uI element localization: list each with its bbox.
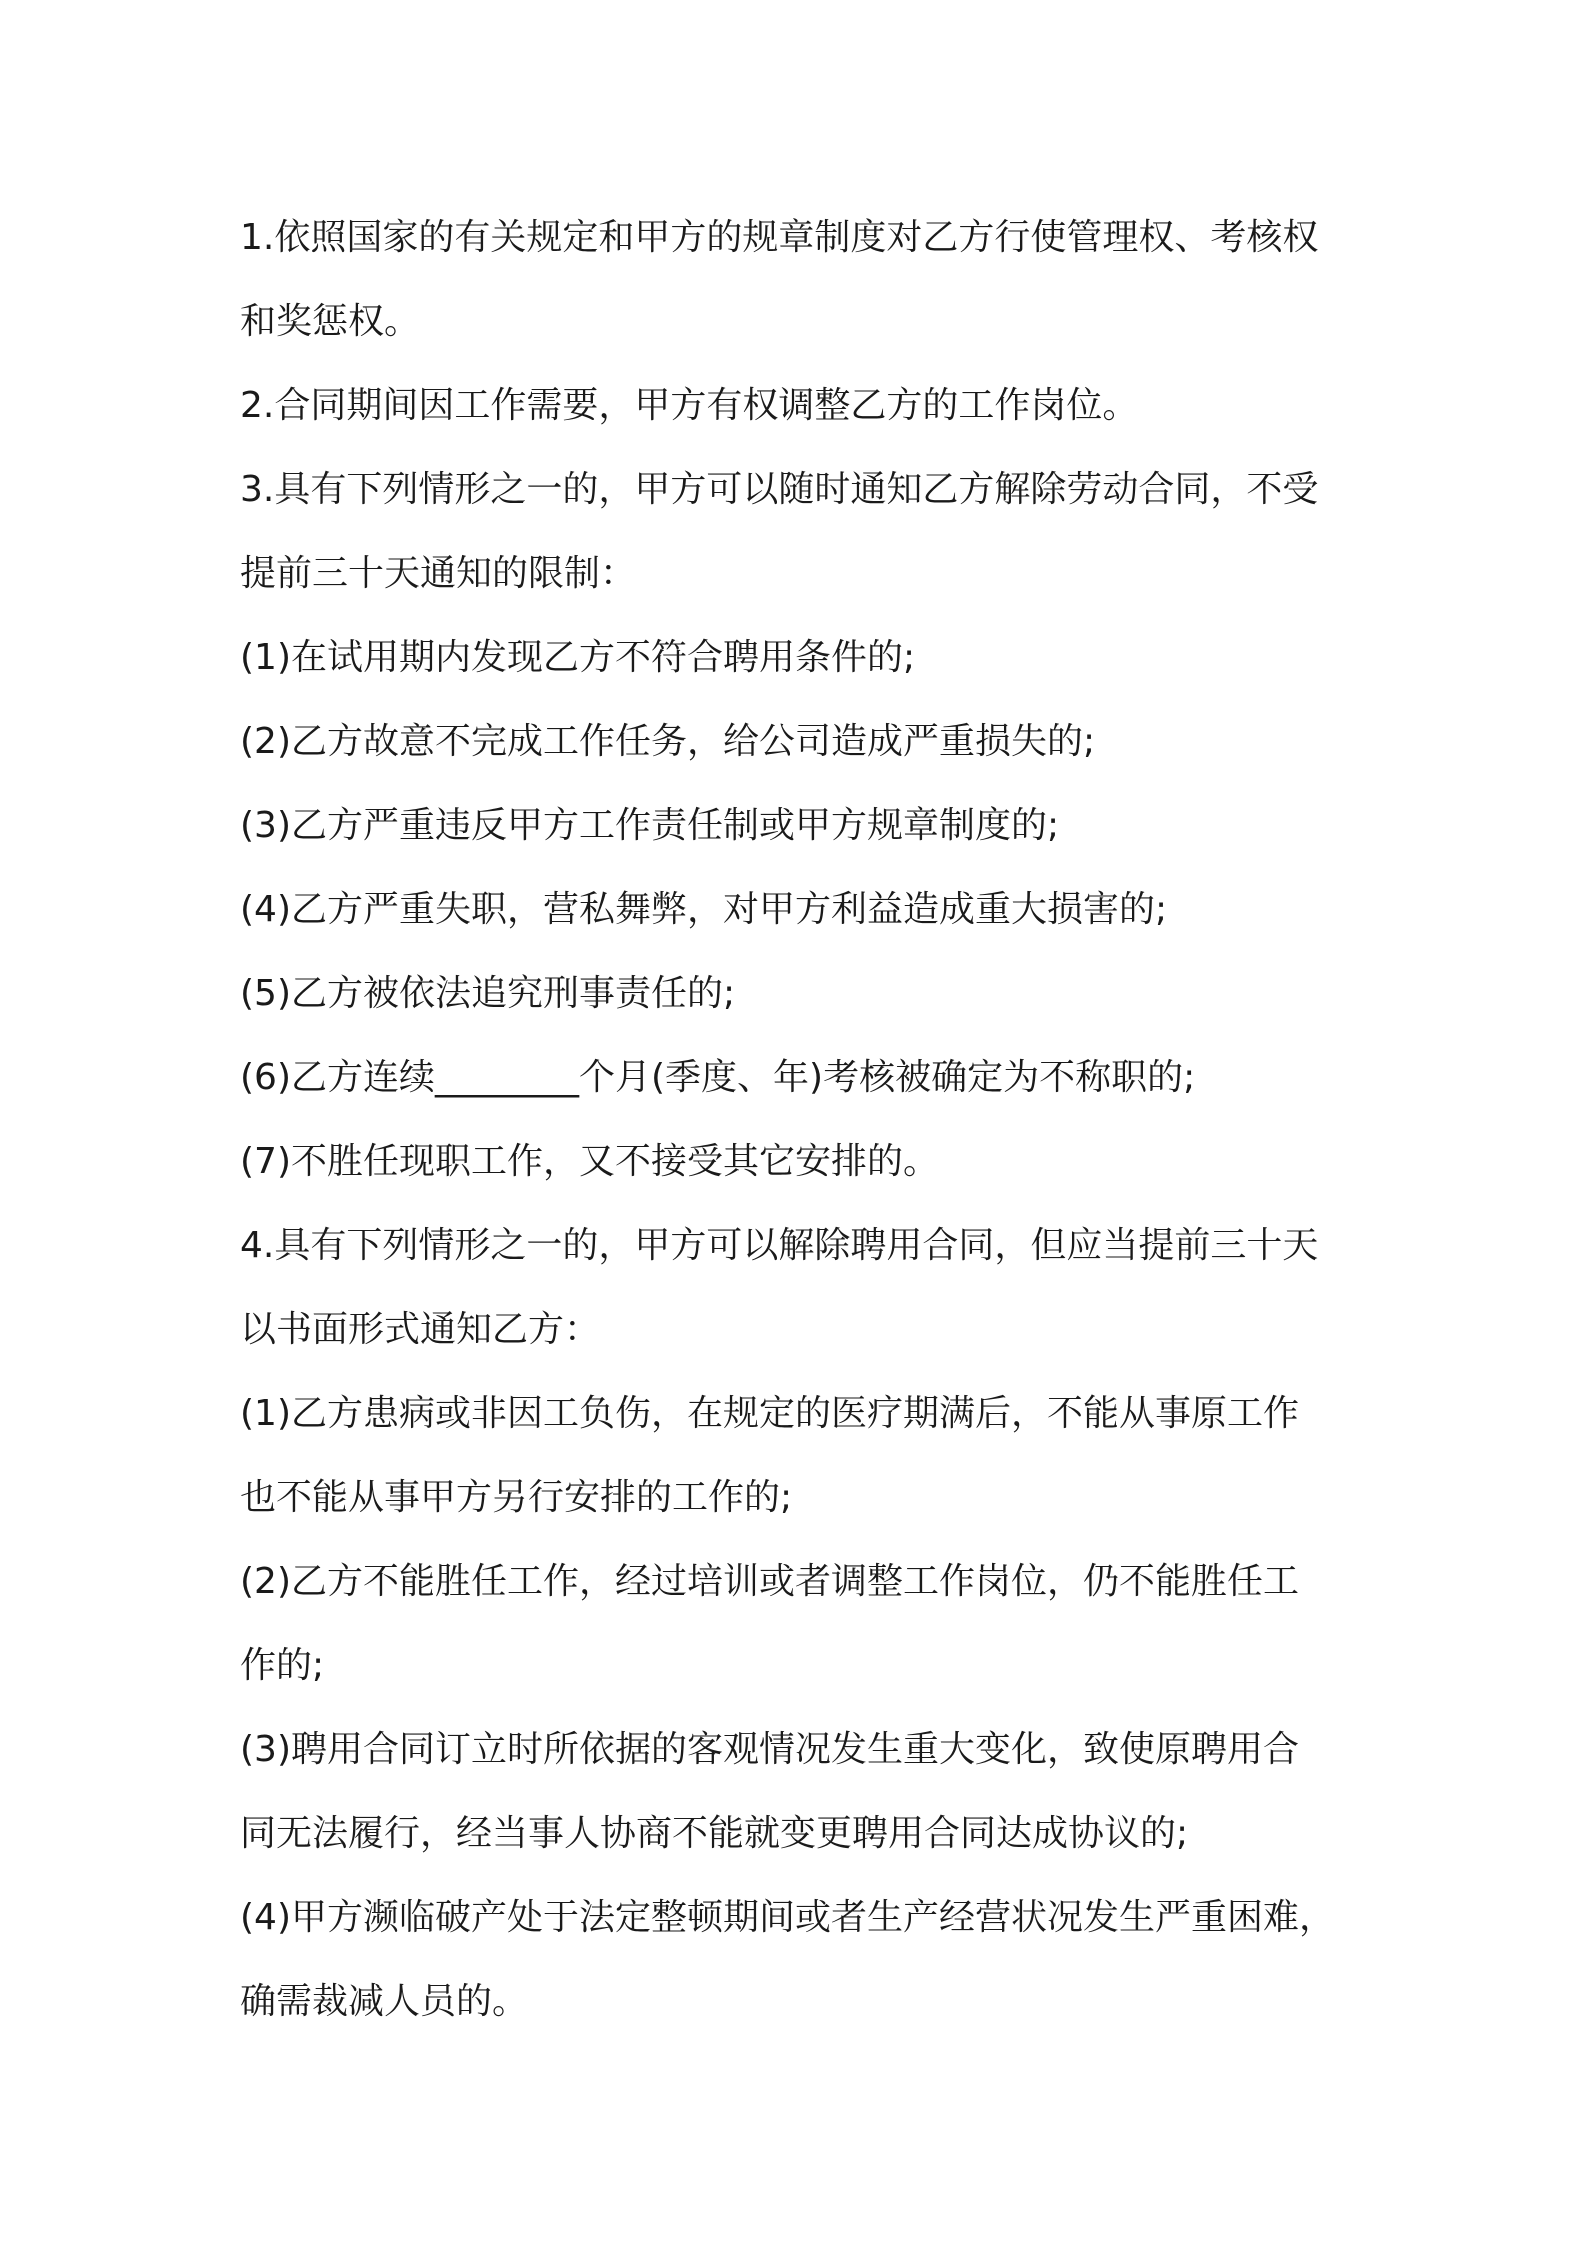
text-line: 3.具有下列情形之一的，甲方可以随时通知乙方解除劳动合同，不受 <box>240 469 1319 510</box>
text-line: (6)乙方连续________个月(季度、年)考核被确定为不称职的; <box>240 1057 1196 1098</box>
text-line: (4)甲方濒临破产处于法定整顿期间或者生产经营状况发生严重困难， <box>240 1897 1335 1938</box>
text-line: (7)不胜任现职工作，又不接受其它安排的。 <box>240 1141 939 1182</box>
text-line: 2.合同期间因工作需要，甲方有权调整乙方的工作岗位。 <box>240 385 1139 426</box>
text-line: 4.具有下列情形之一的，甲方可以解除聘用合同，但应当提前三十天 <box>240 1225 1319 1266</box>
text-line: 也不能从事甲方另行安排的工作的; <box>240 1477 793 1518</box>
text-line: (3)聘用合同订立时所依据的客观情况发生重大变化，致使原聘用合 <box>240 1729 1299 1770</box>
text-line: 提前三十天通知的限制： <box>240 553 637 594</box>
text-line: 确需裁减人员的。 <box>240 1981 529 2022</box>
text-line: 1.依照国家的有关规定和甲方的规章制度对乙方行使管理权、考核权 <box>240 217 1319 258</box>
text-line: (1)乙方患病或非因工负伤，在规定的医疗期满后，不能从事原工作 <box>240 1393 1299 1434</box>
document-body <box>240 196 1360 2044</box>
text-line: 作的; <box>240 1645 325 1686</box>
text-line: 同无法履行，经当事人协商不能就变更聘用合同达成协议的; <box>240 1813 1189 1854</box>
text-line: (2)乙方故意不完成工作任务，给公司造成严重损失的; <box>240 721 1096 762</box>
text-line: (2)乙方不能胜任工作，经过培训或者调整工作岗位，仍不能胜任工 <box>240 1561 1299 1602</box>
text-line: 和奖惩权。 <box>240 301 421 342</box>
text-line: (4)乙方严重失职，营私舞弊，对甲方利益造成重大损害的; <box>240 889 1168 930</box>
text-line: (5)乙方被依法追究刑事责任的; <box>240 973 736 1014</box>
text-line: (1)在试用期内发现乙方不符合聘用条件的; <box>240 637 916 678</box>
text-line: 以书面形式通知乙方： <box>240 1309 601 1350</box>
text-line: (3)乙方严重违反甲方工作责任制或甲方规章制度的; <box>240 805 1060 846</box>
